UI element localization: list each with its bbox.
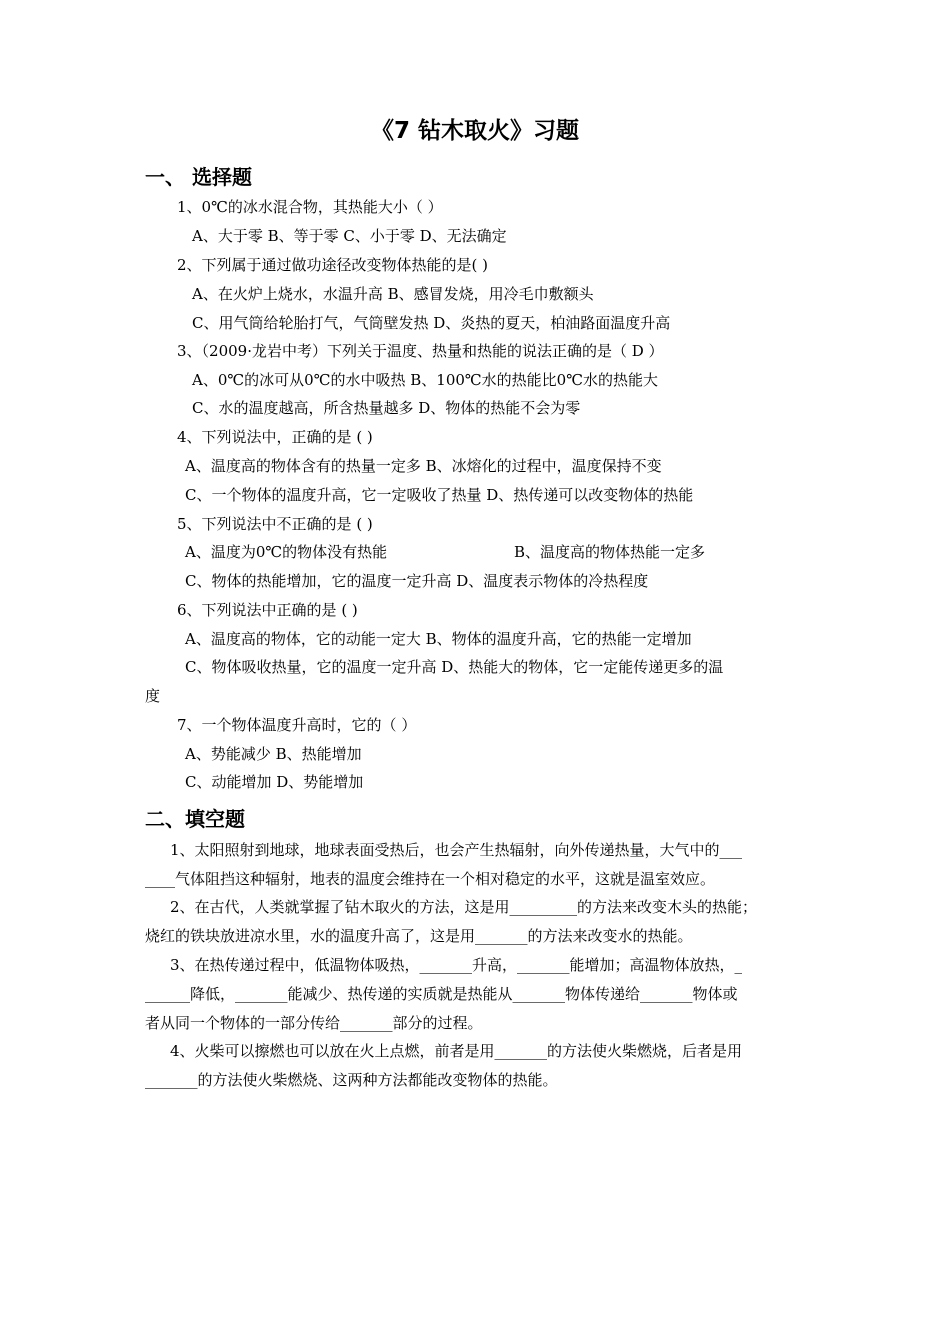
question-6-options-ab: A、温度高的物体，它的动能一定大 B、物体的温度升高，它的热能一定增加 [185,630,692,648]
question-1-options: A、大于零 B、等于零 C、小于零 D、无法确定 [192,227,507,245]
question-5-option-a: A、温度为0℃的物体没有热能 [185,543,388,561]
fill-1-line-2: ____气体阻挡这种辐射，地表的温度会维持在一个相对稳定的水平，这就是温室效应。 [145,870,716,888]
question-7-options-ab: A、势能减少 B、热能增加 [185,745,362,763]
question-4-options-ab: A、温度高的物体含有的热量一定多 B、冰熔化的过程中，温度保持不变 [185,457,662,475]
question-2-options-ab: A、在火炉上烧水，水温升高 B、感冒发烧，用冷毛巾敷额头 [192,285,594,303]
fill-4-line-2: _______的方法使火柴燃烧、这两种方法都能改变物体的热能。 [145,1071,558,1089]
question-7-options-cd: C、动能增加 D、势能增加 [185,773,364,791]
question-3-options-cd: C、水的温度越高，所含热量越多 D、物体的热能不会为零 [192,399,581,417]
fill-3-line-2: ______降低，_______能减少、热传递的实质就是热能从_______物体传递给_______物体或 [145,985,738,1003]
fill-2-line-2: 烧红的铁块放进凉水里，水的温度升高了，这是用_______的方法来改变水的热能。 [145,927,693,945]
question-2-stem: 2、下列属于通过做功途径改变物体热能的是( ) [177,256,489,274]
question-2-options-cd: C、用气筒给轮胎打气，气筒壁发热 D、炎热的夏天，柏油路面温度升高 [192,314,671,332]
fill-2-line-1: 2、在古代，人类就掌握了钻木取火的方法，这是用_________的方法来改变木头的热能； [170,898,758,916]
section-heading-fill: 二、填空题 [145,807,245,831]
question-6-stem: 6、下列说法中正确的是 ( ) [177,601,358,619]
page-title: 《7 钻木取火》习题 [370,118,579,144]
question-7-stem: 7、一个物体温度升高时，它的（ ） [177,716,417,734]
question-5-option-b: B、温度高的物体热能一定多 [514,543,706,561]
section-heading-choice: 一、 选择题 [145,165,252,189]
question-6-options-cd: C、物体吸收热量，它的温度一定升高 D、热能大的物体，它一定能传递更多的温 [185,658,724,676]
question-5-options-cd: C、物体的热能增加，它的温度一定升高 D、温度表示物体的冷热程度 [185,572,649,590]
question-3-options-ab: A、0℃的冰可从0℃的水中吸热 B、100℃水的热能比0℃水的热能大 [192,371,659,389]
question-6-continuation: 度 [145,687,161,705]
fill-4-line-1: 4、火柴可以擦燃也可以放在火上点燃，前者是用_______的方法使火柴燃烧，后者是用 [170,1042,743,1060]
question-1-stem: 1、0℃的冰水混合物，其热能大小（ ） [177,198,443,216]
question-4-options-cd: C、一个物体的温度升高，它一定吸收了热量 D、热传递可以改变物体的热能 [185,486,694,504]
fill-1-line-1: 1、太阳照射到地球，地球表面受热后，也会产生热辐射，向外传递热量，大气中的___ [170,841,743,859]
question-3-stem: 3、（2009·龙岩中考）下列关于温度、热量和热能的说法正确的是（ D ） [177,342,664,360]
question-5-stem: 5、下列说法中不正确的是 ( ) [177,515,373,533]
fill-3-line-3: 者从同一个物体的一部分传给_______部分的过程。 [145,1014,483,1032]
fill-3-line-1: 3、在热传递过程中，低温物体吸热，_______升高，_______能增加；高温物体放热，_ [170,956,743,974]
question-4-stem: 4、下列说法中，正确的是 ( ) [177,428,373,446]
